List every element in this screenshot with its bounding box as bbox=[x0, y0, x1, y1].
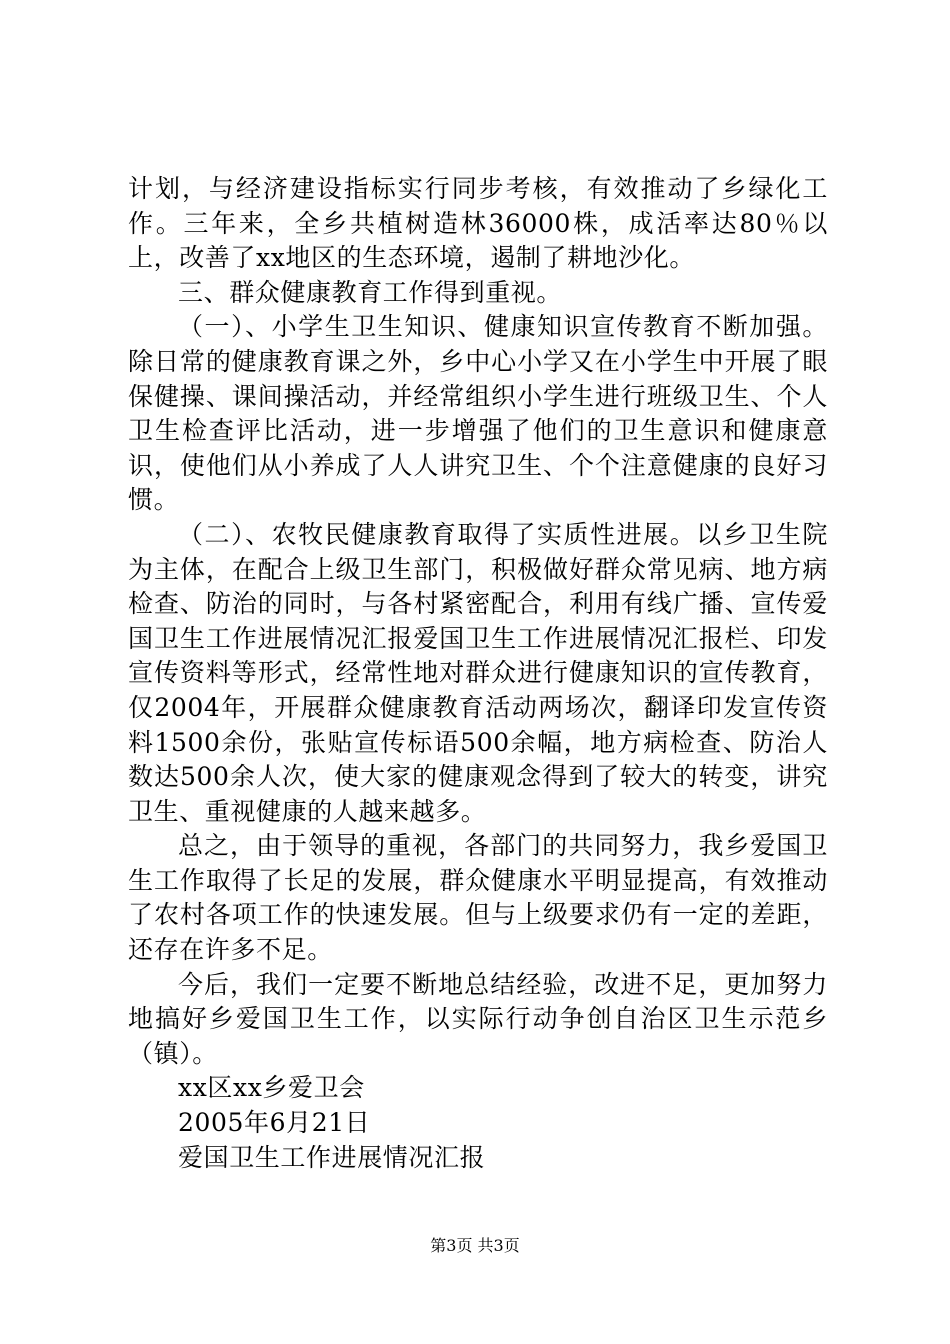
signature-date: 2005年6月21日 bbox=[178, 1108, 371, 1138]
paragraph-student-education: （一）、小学生卫生知识、健康知识宣传教育不断加强。除日常的健康教育课之外，乡中心小学又在小学生中开展了眼保健操、课间操活动，并经常组织小学生进行班级卫生、个人卫生检查评比活动，进一步增强了他们的卫生意识和健康意识，使他们从小养成了人人讲究卫生、个个注意健康的良好习惯。 bbox=[128, 312, 828, 515]
paragraph-greening: 计划，与经济建设指标实行同步考核，有效推动了乡绿化工作。三年来，全乡共植树造林36000株，成活率达80％以上，改善了xx地区的生态环境，遏制了耕地沙化。 bbox=[128, 174, 828, 273]
paragraph-summary: 总之，由于领导的重视，各部门的共同努力，我乡爱国卫生工作取得了长足的发展，群众健康水平明显提高，有效推动了农村各项工作的快速发展。但与上级要求仍有一定的差距，还存在许多不足。 bbox=[128, 831, 828, 965]
paragraph-outlook: 今后，我们一定要不断地总结经验，改进不足，更加努力地搞好乡爱国卫生工作，以实际行动争创自治区卫生示范乡（镇）。 bbox=[128, 969, 828, 1068]
section-heading-health-education: 三、群众健康教育工作得到重视。 bbox=[178, 277, 563, 307]
document-body bbox=[128, 172, 828, 1175]
page-number: 第3页 共3页 bbox=[430, 1236, 520, 1255]
signature-org: xx区xx乡爱卫会 bbox=[178, 1073, 365, 1103]
paragraph-farmer-education: （二）、农牧民健康教育取得了实质性进展。以乡卫生院为主体，在配合上级卫生部门，积极做好群众常见病、地方病检查、防治的同时，与各村紧密配合，利用有线广播、宣传爱国卫生工作进展情况汇报爱国卫生工作进展情况汇报栏、印发宣传资料等形式，经常性地对群众进行健康知识的宣传教育，仅2004年，开展群众健康教育活动两场次，翻译印发宣传资料1500余份，张贴宣传标语500余幅，地方病检查、防治人数达500余人次，使大家的健康观念得到了较大的转变，讲究卫生、重视健康的人越来越多。 bbox=[128, 519, 828, 826]
page-footer bbox=[0, 1236, 950, 1256]
document-title: 爱国卫生工作进展情况汇报 bbox=[178, 1142, 486, 1172]
